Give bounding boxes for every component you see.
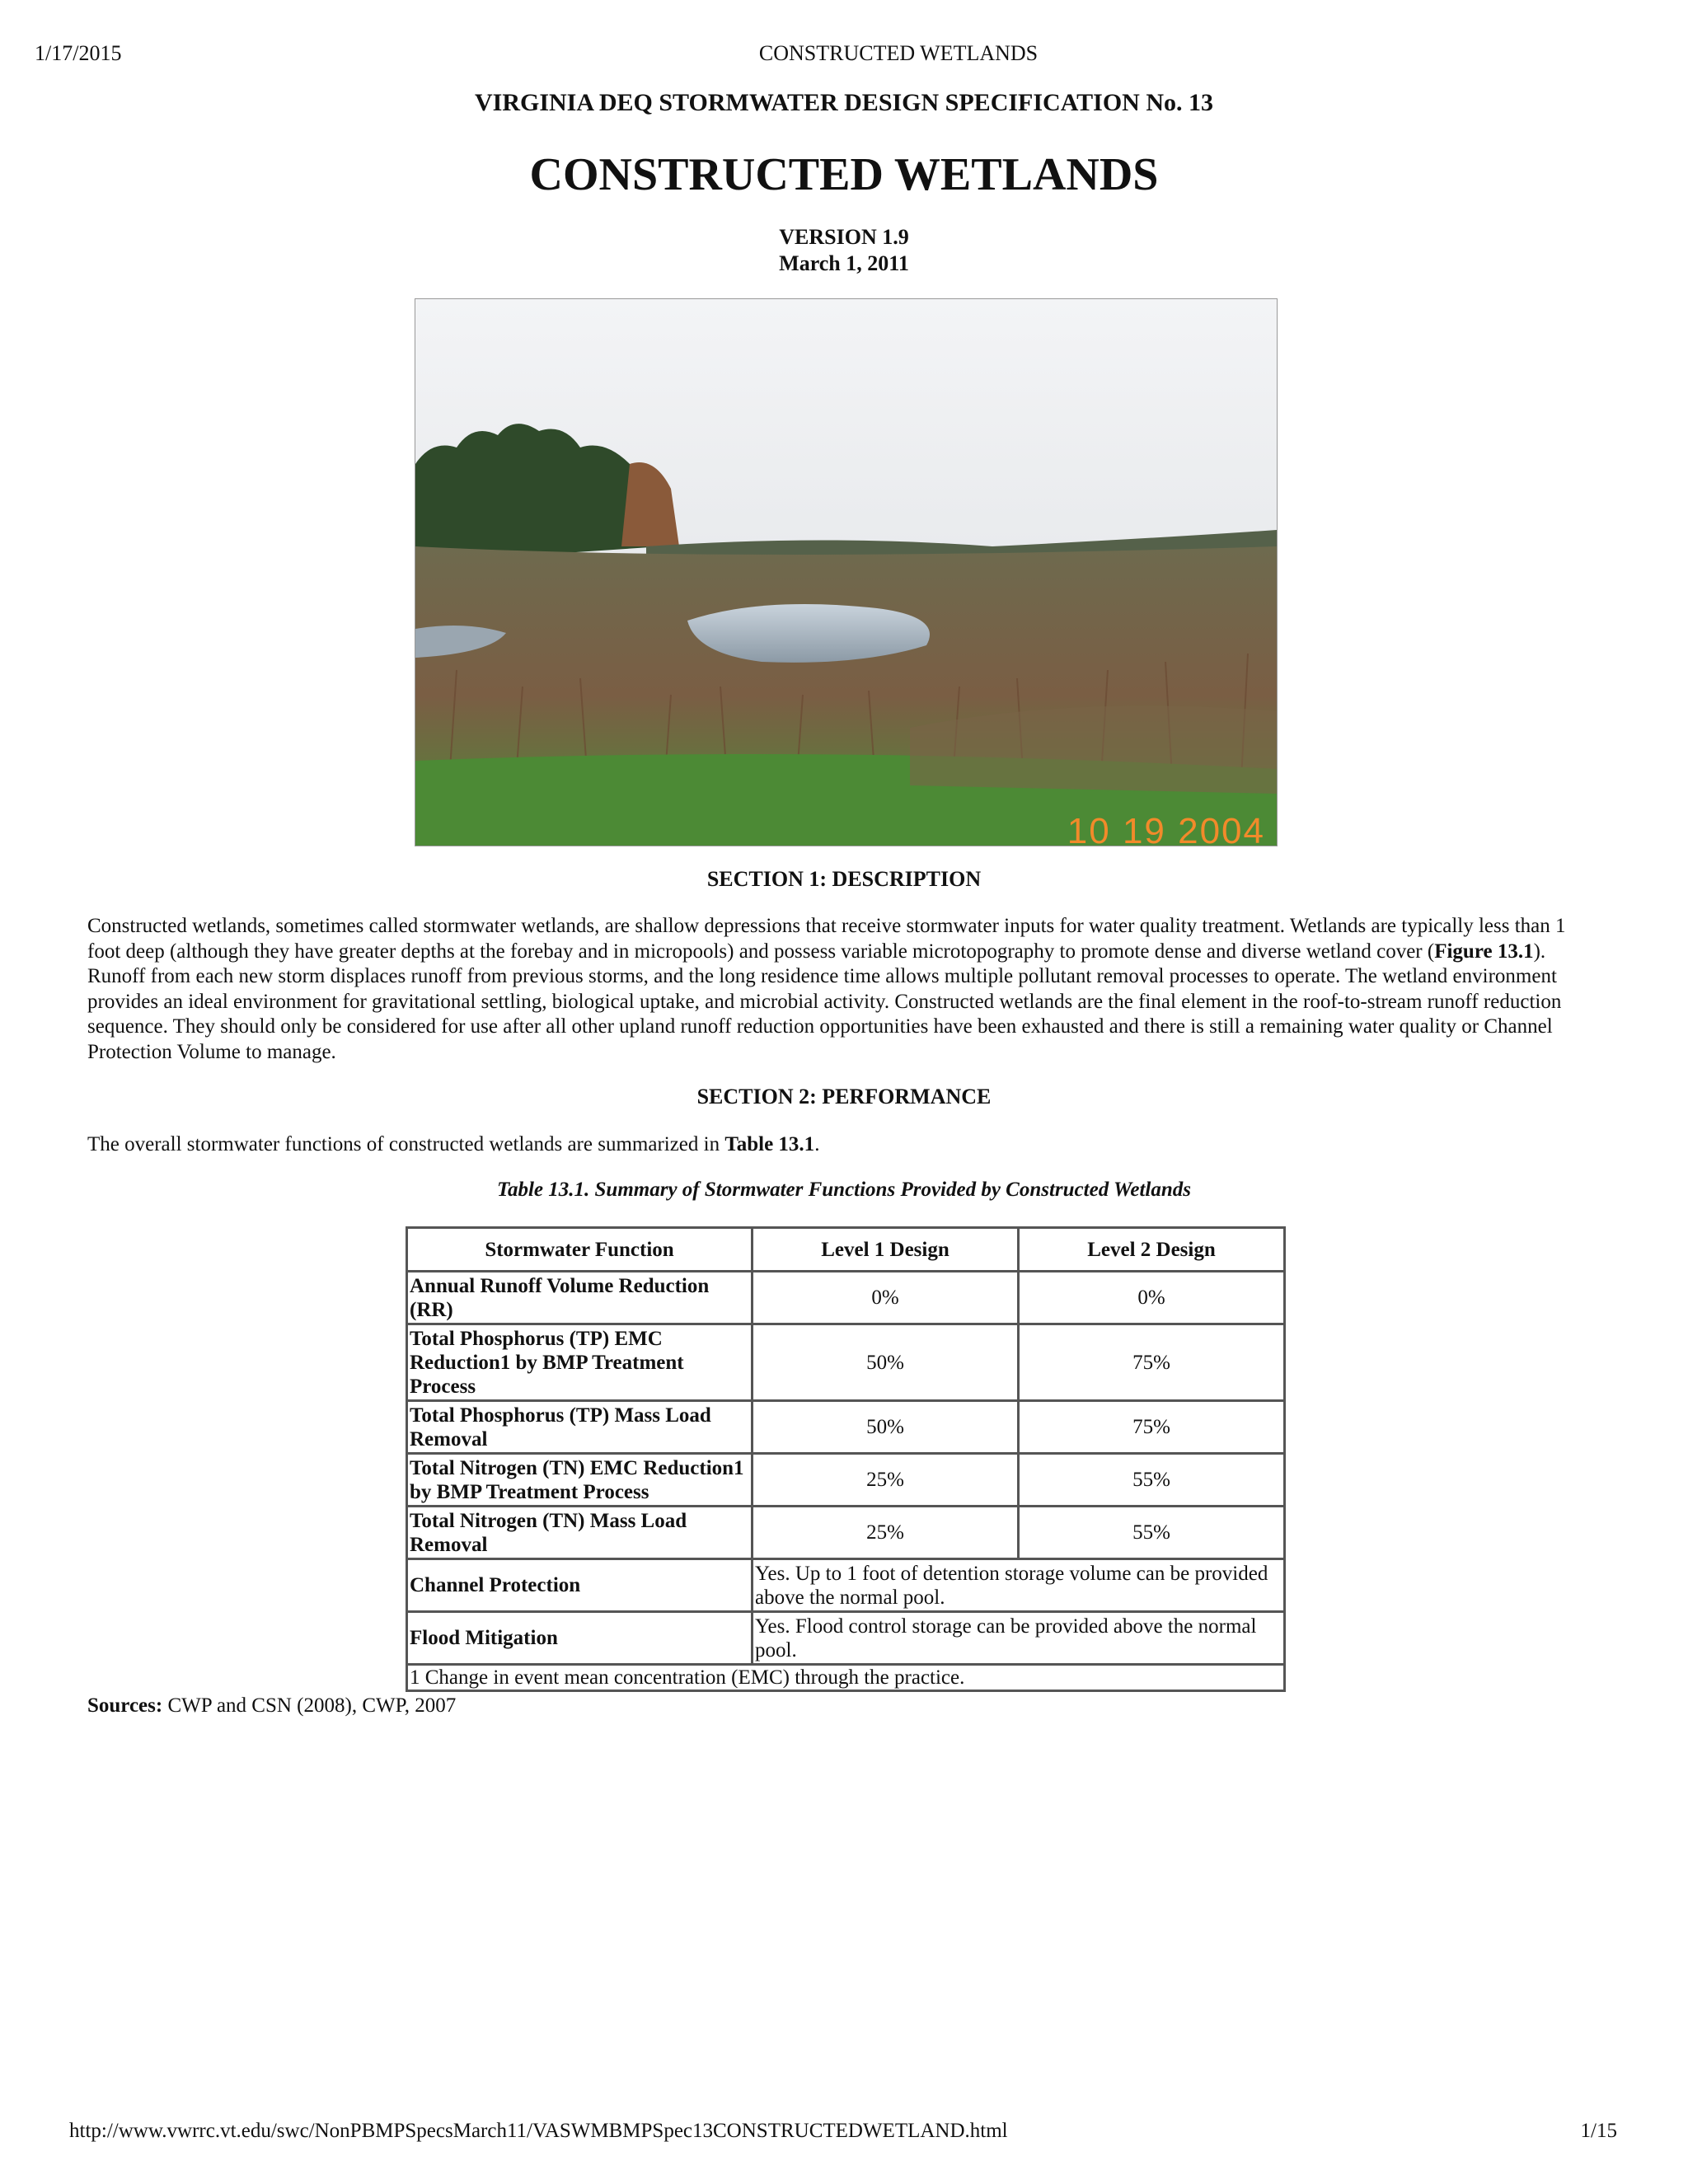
table-caption: Table 13.1. Summary of Stormwater Functions Provided by Constructed Wetlands	[497, 1179, 1191, 1201]
row-function: Total Phosphorus (TP) EMC Reduction1 by BMP Treatment Process	[407, 1324, 753, 1401]
table-ref: Table 13.1	[724, 1133, 815, 1155]
footer-url[interactable]: http://www.vwrrc.vt.edu/swc/NonPBMPSpecsMarch11/VASWMBMPSpec13CONSTRUCTEDWETLAND.html	[69, 2120, 1008, 2142]
table-row	[407, 1324, 1285, 1401]
table-row-flood-mitigation	[407, 1612, 1285, 1665]
version-label: VERSION 1.9	[779, 225, 909, 249]
row-level1: 0%	[753, 1272, 1019, 1324]
section1-heading: SECTION 1: DESCRIPTION	[706, 867, 982, 891]
header-title: CONSTRUCTED WETLANDS	[758, 41, 1039, 65]
section2-text-2: .	[814, 1133, 820, 1155]
page-title: CONSTRUCTED WETLANDS	[529, 149, 1159, 200]
header-date: 1/17/2015	[35, 41, 122, 65]
row-function: Annual Runoff Volume Reduction (RR)	[407, 1272, 753, 1324]
section2-heading: SECTION 2: PERFORMANCE	[696, 1085, 992, 1108]
row-level2: 55%	[1019, 1454, 1285, 1507]
table-row	[407, 1272, 1285, 1324]
table-footnote-row	[407, 1665, 1285, 1691]
sources-label: Sources:	[87, 1694, 163, 1717]
spec-subtitle: VIRGINIA DEQ STORMWATER DESIGN SPECIFICATION No. 13	[475, 89, 1213, 116]
row-level1: 25%	[753, 1507, 1019, 1559]
table-row	[407, 1507, 1285, 1559]
section2-text-1: The overall stormwater functions of constructed wetlands are summarized in	[87, 1133, 725, 1155]
row-function: Total Nitrogen (TN) Mass Load Removal	[407, 1507, 753, 1559]
row-function: Total Phosphorus (TP) Mass Load Removal	[407, 1401, 753, 1454]
row-level2: 75%	[1019, 1401, 1285, 1454]
stormwater-functions-table	[406, 1226, 1286, 1692]
table-header-row	[407, 1228, 1285, 1272]
version-date: March 1, 2011	[779, 251, 909, 275]
row-level1: 50%	[753, 1324, 1019, 1401]
table-row	[407, 1401, 1285, 1454]
section1-text-1: Constructed wetlands, sometimes called stormwater wetlands, are shallow depressions that receive stormwater inputs for water quality treatment. Wetlands are typically less than 1 foot deep (although they have greater depths at the forebay and in micropools) and possess variable microtopography to promote dense and diverse wetland cover (	[87, 915, 1566, 963]
table-row	[407, 1454, 1285, 1507]
version-block	[0, 224, 1688, 277]
header-level2: Level 2 Design	[1019, 1228, 1285, 1272]
figure-ref: Figure 13.1	[1434, 940, 1534, 963]
section2-paragraph	[87, 1132, 1604, 1158]
section1-paragraph	[87, 914, 1604, 1065]
row-level2: 0%	[1019, 1272, 1285, 1324]
header-stormwater-function: Stormwater Function	[407, 1228, 753, 1272]
row-function: Channel Protection	[407, 1559, 753, 1612]
row-value: Yes. Flood control storage can be provided above the normal pool.	[753, 1612, 1285, 1665]
row-function: Flood Mitigation	[407, 1612, 753, 1665]
row-value: Yes. Up to 1 foot of detention storage volume can be provided above the normal pool.	[753, 1559, 1285, 1612]
sources-line	[87, 1694, 456, 1718]
footer-page-number: 1/15	[1580, 2120, 1617, 2142]
section1-text-2: ). Runoff from each new storm displaces runoff from previous storms, and the long residence time allows multiple pollutant removal processes to operate. The wetland environment provides an ideal environment for gravitational settling, biological uptake, and microbial activity. Constructed wetlands are the final element in the roof-to-stream runoff reduction sequence. They should only be considered for use after all other upland runoff reduction opportunities have been exhausted and there is still a remaining water quality or Channel Protection Volume to manage.	[87, 940, 1562, 1063]
row-level1: 50%	[753, 1401, 1019, 1454]
sources-text: CWP and CSN (2008), CWP, 2007	[162, 1694, 457, 1717]
header-level1: Level 1 Design	[753, 1228, 1019, 1272]
row-level1: 25%	[753, 1454, 1019, 1507]
row-level2: 55%	[1019, 1507, 1285, 1559]
table-footnote: 1 Change in event mean concentration (EMC) through the practice.	[407, 1665, 1285, 1691]
row-level2: 75%	[1019, 1324, 1285, 1401]
wetland-photo-image	[415, 299, 1277, 846]
row-function: Total Nitrogen (TN) EMC Reduction1 by BMP Treatment Process	[407, 1454, 753, 1507]
wetland-photo	[415, 298, 1278, 846]
table-row-channel-protection	[407, 1559, 1285, 1612]
photo-date-stamp: 10 19 2004	[1067, 811, 1265, 846]
